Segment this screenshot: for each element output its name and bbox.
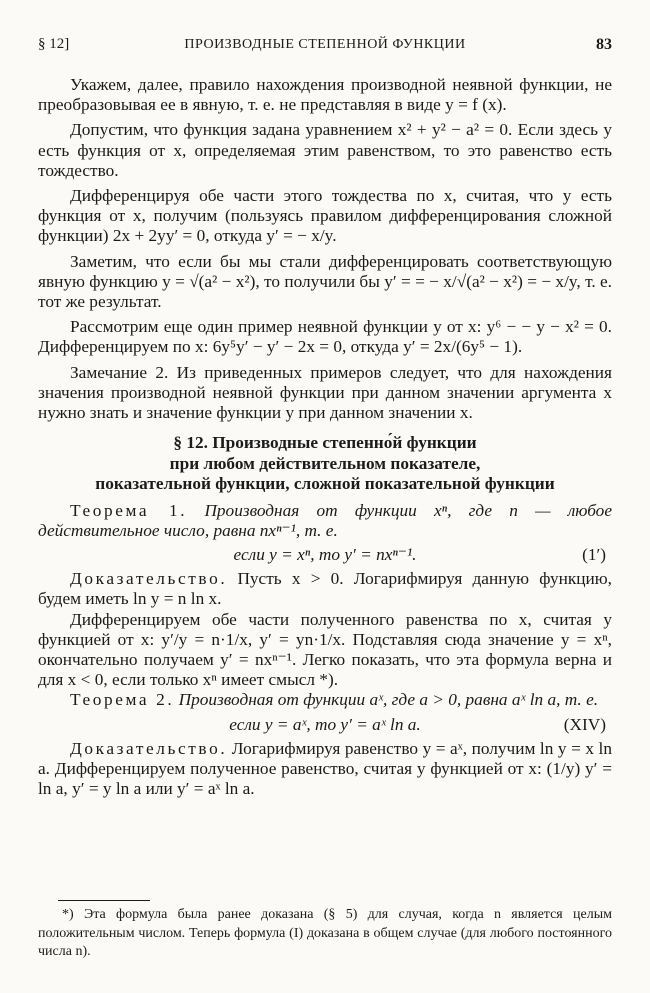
paragraph-3: Дифференцируя обе части этого тождества по x, считая, что y есть функция от x, получим (пользуясь правилом дифференцирования сложной функции) 2x + 2yy′ = 0, откуда y′ = − x/y. <box>38 186 612 246</box>
formula-xiv-body: если y = aˣ, то y′ = aˣ ln a. <box>229 714 421 734</box>
footnote-rule <box>58 900 150 901</box>
page-body <box>38 75 612 799</box>
running-header <box>38 36 612 58</box>
proof-1-para-2: Дифференцируем обе части полученного равенства по x, считая y функцией от x: y′/y = n·1/x, y′ = yn·1/x. Подставляя сюда значение y = xⁿ, окончательно получаем y′ = nxⁿ⁻¹. Легко показать, что эта формула верна и для x < 0, если только xⁿ имеет смысл *). <box>38 609 612 690</box>
theorem-1 <box>38 501 612 541</box>
theorem-2-label: Теорема 2. <box>70 690 175 710</box>
section-title-line-2: при любом действительном показателе, <box>169 453 481 473</box>
proof-2 <box>38 739 612 800</box>
theorem-1-text: Производная от функции xⁿ, где n — любое действительное число, равна nxⁿ⁻¹, т. е. <box>38 500 612 540</box>
proof-1-para-1 <box>38 569 612 609</box>
section-title <box>38 433 612 495</box>
formula-1-prime-tag: (1′) <box>582 545 606 565</box>
paragraph-6-remark: Замечание 2. Из приведенных примеров следует, что для нахождения значения производной неявной функции при данном значении аргумента x нужно знать и значение функции y при данном значении x. <box>38 362 612 423</box>
theorem-2 <box>38 690 612 710</box>
paragraph-4: Заметим, что если бы мы стали дифференцировать соответствующую явную функцию y = √(a² − x²), то получили бы y′ = = − x/√(a² − x²) = − x/y, т. е. тот же результат. <box>38 251 612 312</box>
proof-1-text-1: Пусть x > 0. Логарифмируя данную функцию, будем иметь ln y = n ln x. <box>38 569 612 609</box>
theorem-1-label: Теорема 1. <box>70 500 188 520</box>
proof-2-text: Логарифмируя равенство y = aˣ, получим ln y = x ln a. Дифференцируем полученное равенство, считая y функцией от x: (1/y) y′ = ln a, y′ = y ln a или y′ = aˣ ln a. <box>38 738 612 798</box>
page-number: 83 <box>596 36 612 53</box>
paragraph-5: Рассмотрим еще один пример неявной функции y от x: y⁶ − − y − x² = 0. Дифференцируем по x: 6y⁵y′ − y′ − 2x = 0, откуда y′ = 2x/(6y⁵ − 1). <box>38 317 612 357</box>
theorem-2-text: Производная от функции aˣ, где a > 0, равна aˣ ln a, т. е. <box>178 690 599 710</box>
proof-2-label: Доказательство. <box>70 738 228 758</box>
footnote-text: *) Эта формула была ранее доказана (§ 5) для случая, когда n является целым положительным числом. Теперь формула (I) доказана в общем случае (для любого постоянного числа n). <box>38 907 612 959</box>
formula-1-prime-body: если y = xⁿ, то y′ = nxⁿ⁻¹. <box>233 545 417 565</box>
paragraph-2: Допустим, что функция задана уравнением x² + y² − a² = 0. Если здесь y есть функция от x, определяемая этим равенством, то это равенство есть тождество. <box>38 120 612 180</box>
formula-xiv-tag: (XIV) <box>563 714 606 734</box>
formula-1-prime <box>38 543 612 567</box>
paragraph-1: Укажем, далее, правило нахождения производной неявной функции, не преобразовывая ее в явную, т. е. не представляя в виде y = f (x). <box>38 75 612 115</box>
footnote <box>38 906 612 962</box>
header-title: ПРОИЗВОДНЫЕ СТЕПЕННОЙ ФУНКЦИИ <box>184 37 466 52</box>
header-section: § 12] <box>38 36 70 52</box>
proof-1-label: Доказательство. <box>70 569 228 589</box>
formula-xiv <box>38 713 612 737</box>
section-title-line-1: § 12. Производные степенно́й функции <box>173 433 477 453</box>
section-title-line-3: показательной функции, сложной показательной функции <box>95 474 555 494</box>
